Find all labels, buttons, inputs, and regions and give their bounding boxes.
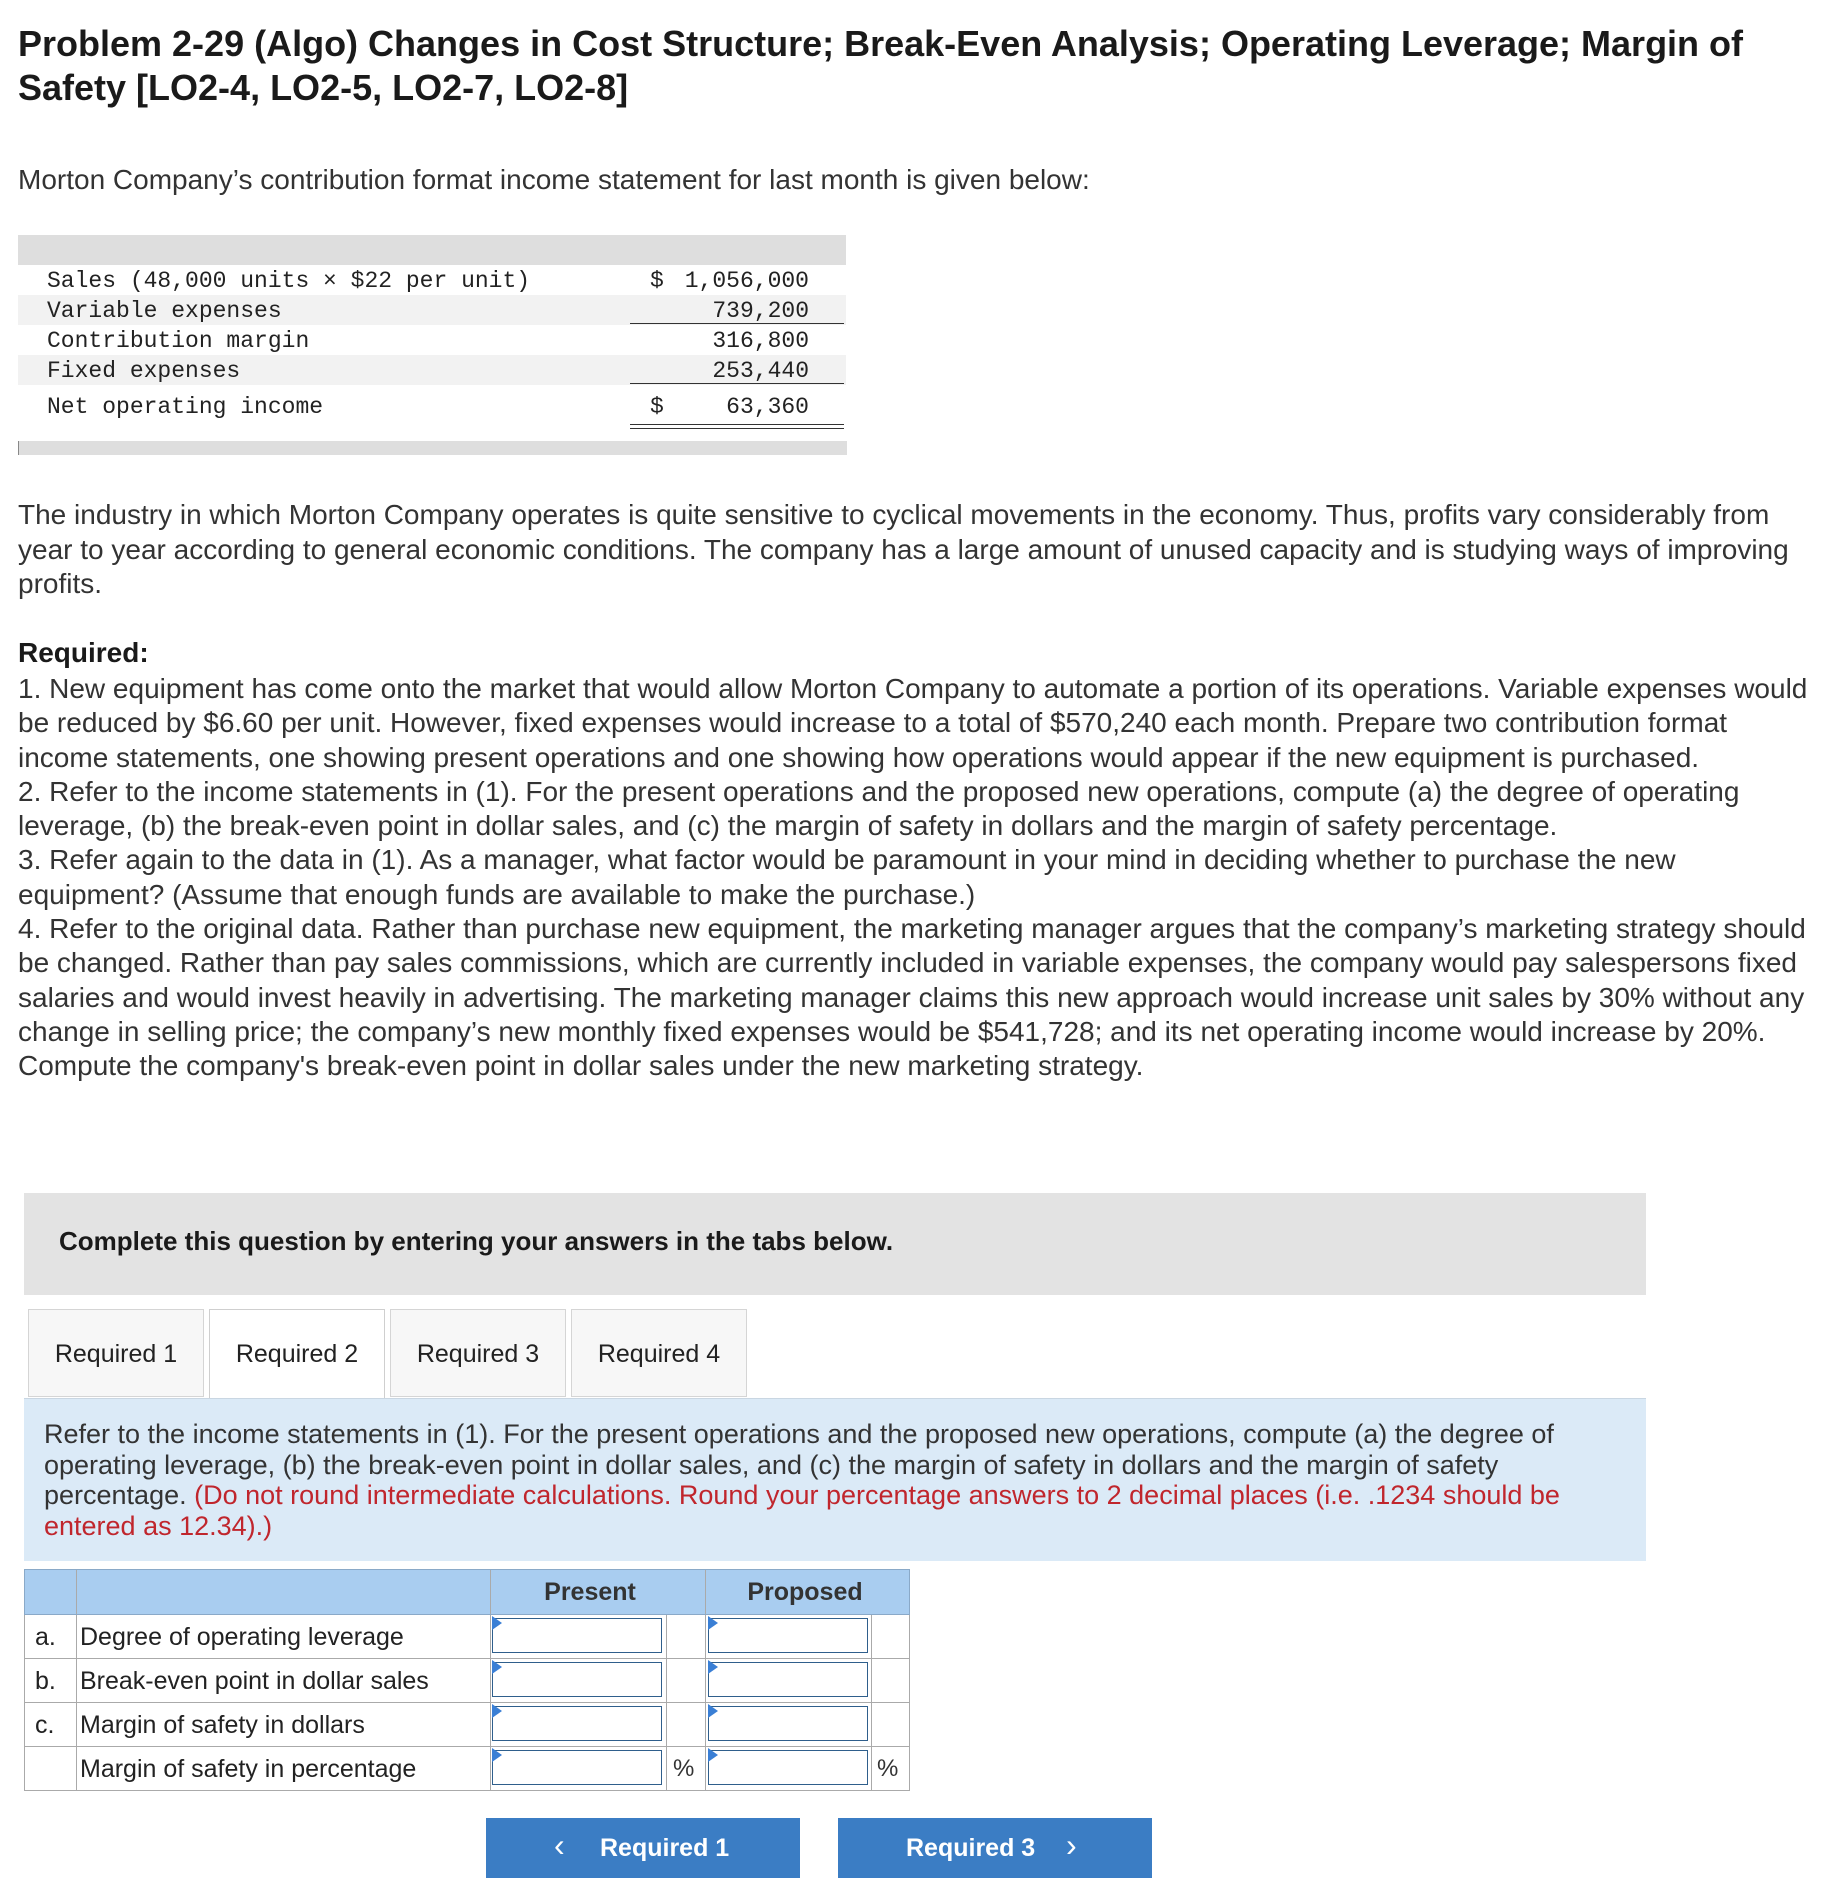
income-statement-footer-bar	[18, 441, 847, 455]
row-label: Degree of operating leverage	[80, 1623, 404, 1651]
tab-panel-instructions	[24, 1398, 1646, 1561]
row-label: Margin of safety in dollars	[80, 1711, 365, 1739]
total-double-underline-top	[630, 424, 844, 425]
income-label: Sales (48,000 units × $22 per unit)	[47, 268, 531, 294]
chevron-right-icon: ›	[1066, 1827, 1077, 1863]
column-divider	[76, 1615, 77, 1658]
income-label: Net operating income	[47, 394, 324, 420]
column-divider	[705, 1703, 706, 1746]
column-divider	[490, 1747, 491, 1790]
required-item-3: 3. Refer again to the data in (1). As a manager, what factor would be paramount in your mind in deciding whether to purchase the new equipment? (Assume that enough funds are available to make the purchase.)	[18, 844, 1676, 910]
complete-question-text: Complete this question by entering your answers in the tabs below.	[59, 1226, 894, 1256]
present-break-even-input[interactable]	[492, 1662, 662, 1697]
present-column-header: Present	[544, 1578, 636, 1606]
row-letter: b.	[35, 1667, 56, 1695]
required-heading: Required:	[18, 637, 149, 668]
subtotal-underline	[630, 323, 844, 324]
next-button-label: Required 3	[906, 1834, 1036, 1862]
income-amount: 1,056,000	[684, 268, 809, 294]
present-dol-input[interactable]	[492, 1618, 662, 1653]
row-label: Break-even point in dollar sales	[80, 1667, 429, 1695]
tab-required-1[interactable]: Required 1	[28, 1309, 204, 1397]
input-marker-icon	[708, 1748, 718, 1762]
income-label: Contribution margin	[47, 328, 310, 354]
income-label: Fixed expenses	[47, 358, 241, 384]
column-divider	[705, 1659, 706, 1702]
column-divider	[705, 1615, 706, 1658]
present-mos-percent-input[interactable]	[492, 1750, 662, 1785]
row-label: Margin of safety in percentage	[80, 1755, 417, 1783]
percent-sign: %	[673, 1755, 695, 1782]
required-item-1: 1. New equipment has come onto the market that would allow Morton Company to automate a portion of its operations. Variable expenses would be reduced by $6.60 per unit. However, fixed expenses would increase to a total of $570,240 each month. Prepare two contribution format income statements, one showing present operations and one showing how operations would appear if the new equipment is purchased.	[18, 673, 1808, 773]
income-amount: 63,360	[726, 394, 809, 420]
income-amount: 316,800	[712, 328, 809, 354]
column-divider	[871, 1659, 872, 1702]
problem-title: Problem 2-29 (Algo) Changes in Cost Structure; Break-Even Analysis; Operating Leverage; Margin of Safety [LO2-4, LO2-5, LO2-7, LO2-8]	[18, 23, 1744, 108]
column-divider	[871, 1703, 872, 1746]
answer-row-margin-safety-percentage	[24, 1747, 910, 1791]
answer-table	[24, 1569, 910, 1789]
income-row-sales	[18, 265, 846, 295]
column-divider	[666, 1615, 667, 1658]
proposed-mos-dollars-input[interactable]	[708, 1706, 868, 1741]
column-divider	[76, 1703, 77, 1746]
total-double-underline-bottom	[630, 428, 844, 429]
proposed-dol-input[interactable]	[708, 1618, 868, 1653]
row-letter: a.	[35, 1623, 56, 1651]
industry-paragraph: The industry in which Morton Company operates is quite sensitive to cyclical movements in the economy. Thus, profits vary considerably from year to year according to general economic conditions. The company has a large amount of unused capacity and is studying ways of improving profits.	[18, 499, 1789, 599]
column-divider	[76, 1747, 77, 1790]
prev-button-label: Required 1	[600, 1834, 730, 1862]
column-divider	[76, 1659, 77, 1702]
column-divider	[871, 1747, 872, 1790]
prev-required-1-button[interactable]	[486, 1818, 800, 1878]
input-marker-icon	[708, 1660, 718, 1674]
income-dollar-sign: $	[650, 268, 664, 294]
proposed-column-header: Proposed	[747, 1578, 863, 1606]
column-divider	[490, 1703, 491, 1746]
instruction-main: Refer to the income statements in (1). For the present operations and the proposed new operations, compute (a) the degree of operating leverage, (b) the break-even point in dollar sales, and (c) the margin of safety in dollars and the margin of safety percentage.	[44, 1419, 1554, 1510]
next-required-3-button[interactable]	[838, 1818, 1152, 1878]
tab-required-3[interactable]: Required 3	[390, 1309, 566, 1397]
income-amount: 739,200	[712, 298, 809, 324]
percent-sign: %	[877, 1755, 899, 1782]
proposed-mos-percent-input[interactable]	[708, 1750, 868, 1785]
intro-text: Morton Company’s contribution format income statement for last month is given below:	[18, 164, 1090, 195]
required-list	[18, 672, 1818, 1084]
required-item-4: 4. Refer to the original data. Rather than purchase new equipment, the marketing manager argues that the company’s marketing strategy should be changed. Rather than pay sales commissions, which are currently included in variable expenses, the company would pay salespersons fixed salaries and would invest heavily in advertising. The marketing manager claims this new approach would increase unit sales by 30% without any change in selling price; the company’s new monthly fixed expenses would be $541,728; and its net operating income would increase by 20%. Compute the company's break-even point in dollar sales under the new marketing strategy.	[18, 913, 1806, 1082]
input-marker-icon	[492, 1660, 502, 1674]
answer-table-header	[24, 1569, 910, 1615]
input-marker-icon	[492, 1616, 502, 1630]
present-mos-dollars-input[interactable]	[492, 1706, 662, 1741]
income-dollar-sign: $	[650, 394, 664, 420]
proposed-break-even-input[interactable]	[708, 1662, 868, 1697]
tab-required-2[interactable]: Required 2	[209, 1309, 385, 1399]
income-amount: 253,440	[712, 358, 809, 384]
row-letter: c.	[35, 1711, 55, 1739]
instruction-rounding-note: (Do not round intermediate calculations. Round your percentage answers to 2 decimal places (i.e. .1234 should be entered as 12.34).)	[44, 1480, 1560, 1541]
answer-row-margin-safety-dollars	[24, 1703, 910, 1747]
column-divider	[666, 1747, 667, 1790]
input-marker-icon	[708, 1704, 718, 1718]
column-divider	[871, 1615, 872, 1658]
input-marker-icon	[492, 1748, 502, 1762]
input-marker-icon	[708, 1616, 718, 1630]
column-divider	[490, 1615, 491, 1658]
column-divider	[666, 1703, 667, 1746]
income-row-contribution-margin	[18, 325, 846, 355]
subtotal-underline	[630, 383, 844, 384]
column-divider	[705, 1747, 706, 1790]
input-marker-icon	[492, 1704, 502, 1718]
income-row-fixed-expenses	[18, 355, 846, 385]
answer-row-degree-operating-leverage	[24, 1615, 910, 1659]
income-statement	[18, 235, 846, 455]
income-row-net-operating-income	[18, 391, 846, 421]
column-divider	[666, 1659, 667, 1702]
income-statement-header-bar	[18, 235, 846, 265]
complete-question-banner	[24, 1193, 1646, 1295]
tab-required-4[interactable]: Required 4	[571, 1309, 747, 1397]
income-row-variable-expenses	[18, 295, 846, 325]
income-label: Variable expenses	[47, 298, 282, 324]
chevron-left-icon: ‹	[554, 1827, 565, 1863]
required-item-2: 2. Refer to the income statements in (1). For the present operations and the proposed new operations, compute (a) the degree of operating leverage, (b) the break-even point in dollar sales, and (c) the margin of safety in dollars and the margin of safety percentage.	[18, 775, 1740, 842]
column-divider	[490, 1659, 491, 1702]
column-divider	[76, 1570, 77, 1614]
tab-instruction-text	[44, 1419, 1634, 1541]
answer-row-break-even-sales	[24, 1659, 910, 1703]
